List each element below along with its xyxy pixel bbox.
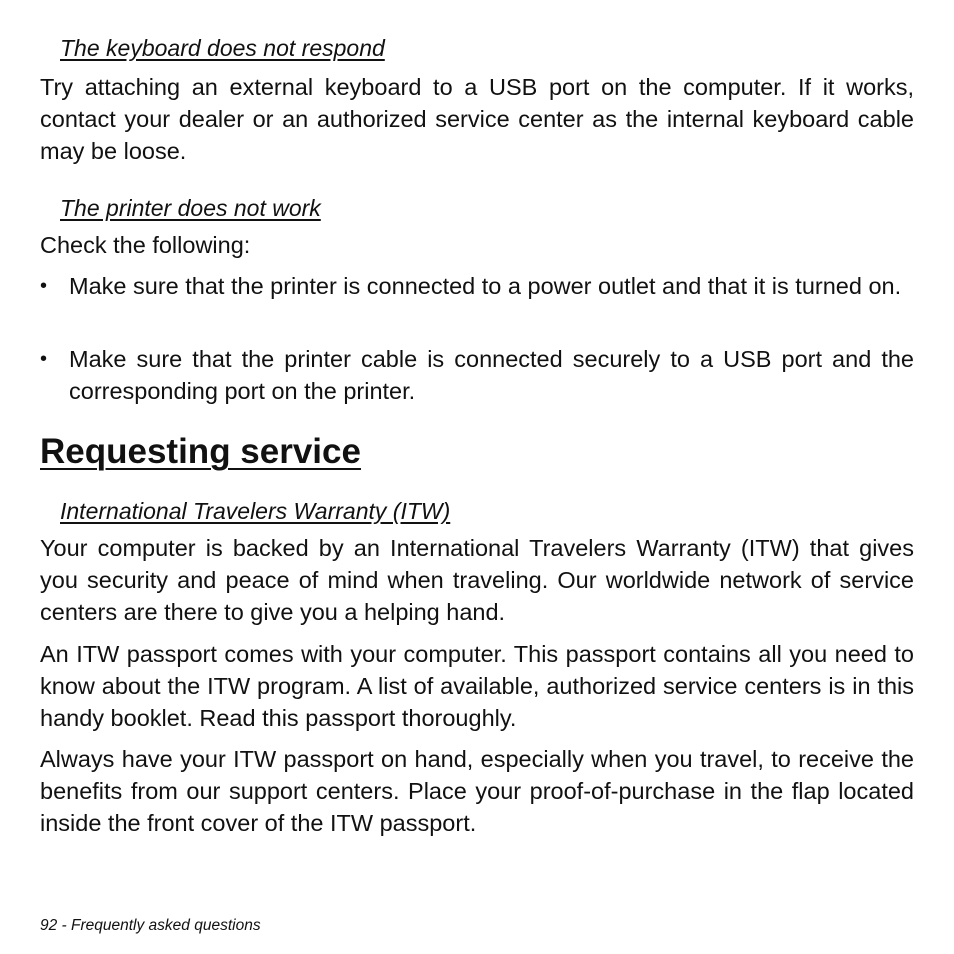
itw-paragraph-1: Your computer is backed by an International Travelers Warranty (ITW) that gives you security and peace of mind when traveling. Our worldwide network of service centers are there to give you a helping hand. (40, 535, 914, 625)
printer-heading: The printer does not work (60, 195, 321, 221)
printer-intro: Check the following: (40, 232, 251, 258)
page-footer: 92 - Frequently asked questions (40, 917, 261, 934)
bullet-icon: • (40, 275, 48, 297)
itw-paragraph-2: An ITW passport comes with your computer. This passport contains all you need to know about the ITW program. A list of available, authorized service centers is in this handy booklet. Read this passport thoroughly. (40, 641, 914, 731)
bullet-text: Make sure that the printer is connected to a power outlet and that it is turned on. (69, 273, 902, 299)
keyboard-heading: The keyboard does not respond (60, 35, 385, 61)
itw-paragraph-3: Always have your ITW passport on hand, especially when you travel, to receive the benefits from our support centers. Place your proof-of-purchase in the flap located inside the front cover of the ITW passport. (40, 746, 914, 836)
bullet-text: Make sure that the printer cable is connected securely to a USB port and the corresponding port on the printer. (69, 346, 914, 404)
keyboard-paragraph: Try attaching an external keyboard to a USB port on the computer. If it works, contact your dealer or an authorized service center as the internal keyboard cable may be loose. (40, 74, 914, 164)
bullet-icon: • (40, 348, 48, 370)
itw-heading: International Travelers Warranty (ITW) (60, 498, 451, 524)
document-page (40, 0, 914, 954)
page-title: Requesting service (40, 432, 361, 471)
